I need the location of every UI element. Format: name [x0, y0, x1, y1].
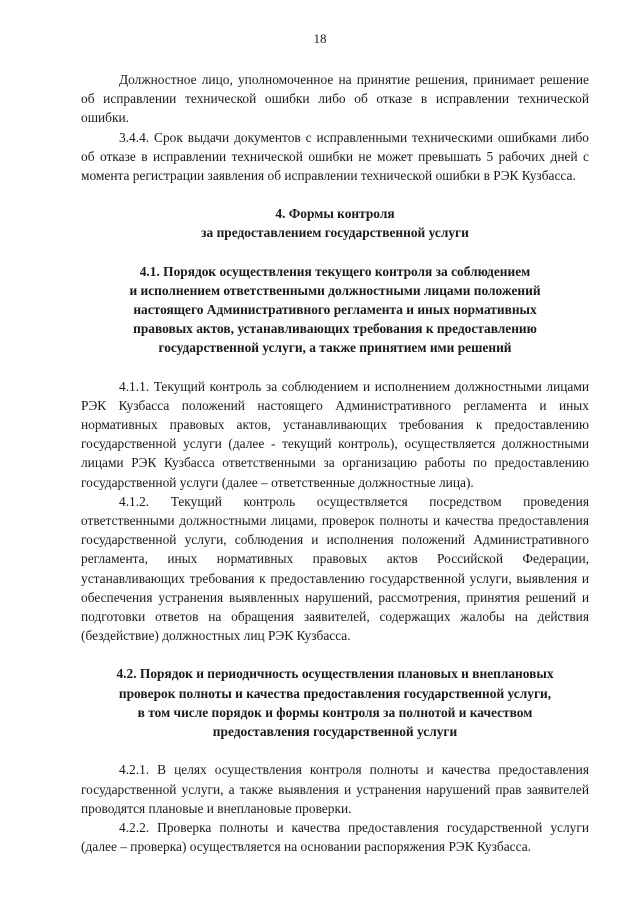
subsection-4-1-heading-line-5: государственной услуги, а также принятием ими решений: [158, 340, 512, 356]
subsection-4-1-heading-line-4: правовых актов, устанавливающих требования к предоставлению: [133, 321, 537, 337]
section-4-heading-line-1: 4. Формы контроля: [275, 206, 395, 222]
subsection-4-2-heading-line-1: 4.2. Порядок и периодичность осуществления плановых и внеплановых: [116, 666, 554, 682]
paragraph-4-1-1: 4.1.1. Текущий контроль за соблюдением и исполнением должностными лицами РЭК Кузбасса положений настоящего Административного регламента и иных нормативных правовых актов, устанавливающих требования к предоставлению государственной услуги (далее - текущий контроль), осуществляется должностными лицами РЭК Кузбасса ответственными за организацию работы по предоставлению государственной услуги (далее – ответственные должностные лица).: [81, 378, 589, 490]
spacer: [81, 741, 589, 760]
subsection-4-1-heading-line-2: и исполнением ответственными должностными лицами положений: [129, 282, 541, 298]
paragraph-correction-decision: Должностное лицо, уполномоченное на принятие решения, принимает решение об исправлении технической ошибки либо об отказе в исправлении технической ошибки.: [81, 72, 589, 126]
subsection-4-1-heading: [81, 262, 589, 358]
subsection-4-1-heading-line-1: 4.1. Порядок осуществления текущего контроля за соблюдением: [139, 263, 531, 279]
spacer: [81, 243, 589, 262]
paragraph-4-1-2: 4.1.2. Текущий контроль осуществляется посредством проведения ответственными должностными лицами, проверок полноты и качества предоставления государственной услуги, соблюдения и исполнения положений Административного регламента, иных нормативных правовых актов Российской Федерации, устанавливающих требования к предоставлению государственной услуги, выявления и обеспечения устранения выявленных нарушений, рассмотрения, принятия решений и подготовки ответов на обращения заявителей, содержащих жалобы на действия (бездействие) должностных лиц РЭК Кузбасса.: [81, 493, 589, 644]
paragraph-4-2-1: 4.2.1. В целях осуществления контроля полноты и качества предоставления государственной услуги, а также выявления и устранения нарушений прав заявителей проводятся плановые и внеплановые проверки.: [81, 762, 589, 816]
spacer: [81, 645, 589, 664]
subsection-4-2-heading-line-3: в том числе порядок и формы контроля за полнотой и качеством: [137, 704, 533, 720]
subsection-4-1-heading-line-3: настоящего Административного регламента и иных нормативных: [133, 302, 537, 318]
subsection-4-2-heading: [81, 664, 589, 741]
spacer: [81, 185, 589, 204]
page-number: 18: [313, 31, 327, 46]
paragraph-4-2-2: 4.2.2. Проверка полноты и качества предоставления государственной услуги (далее – проверка) осуществляется на основании распоряжения РЭК Кузбасса.: [81, 819, 589, 855]
paragraph-3-4-4: 3.4.4. Срок выдачи документов с исправленными техническими ошибками либо об отказе в исправлении технической ошибки не может превышать 5 рабочих дней с момента регистрации заявления об исправлении технической ошибки в РЭК Кузбасса.: [81, 129, 589, 184]
subsection-4-2-heading-line-4: предоставления государственной услуги: [212, 724, 458, 740]
section-4-heading: [81, 204, 589, 242]
document-body: [81, 70, 589, 856]
spacer: [81, 358, 589, 377]
section-4-heading-line-2: за предоставлением государственной услуги: [201, 225, 469, 241]
subsection-4-2-heading-line-2: проверок полноты и качества предоставления государственной услуги,: [118, 685, 552, 701]
